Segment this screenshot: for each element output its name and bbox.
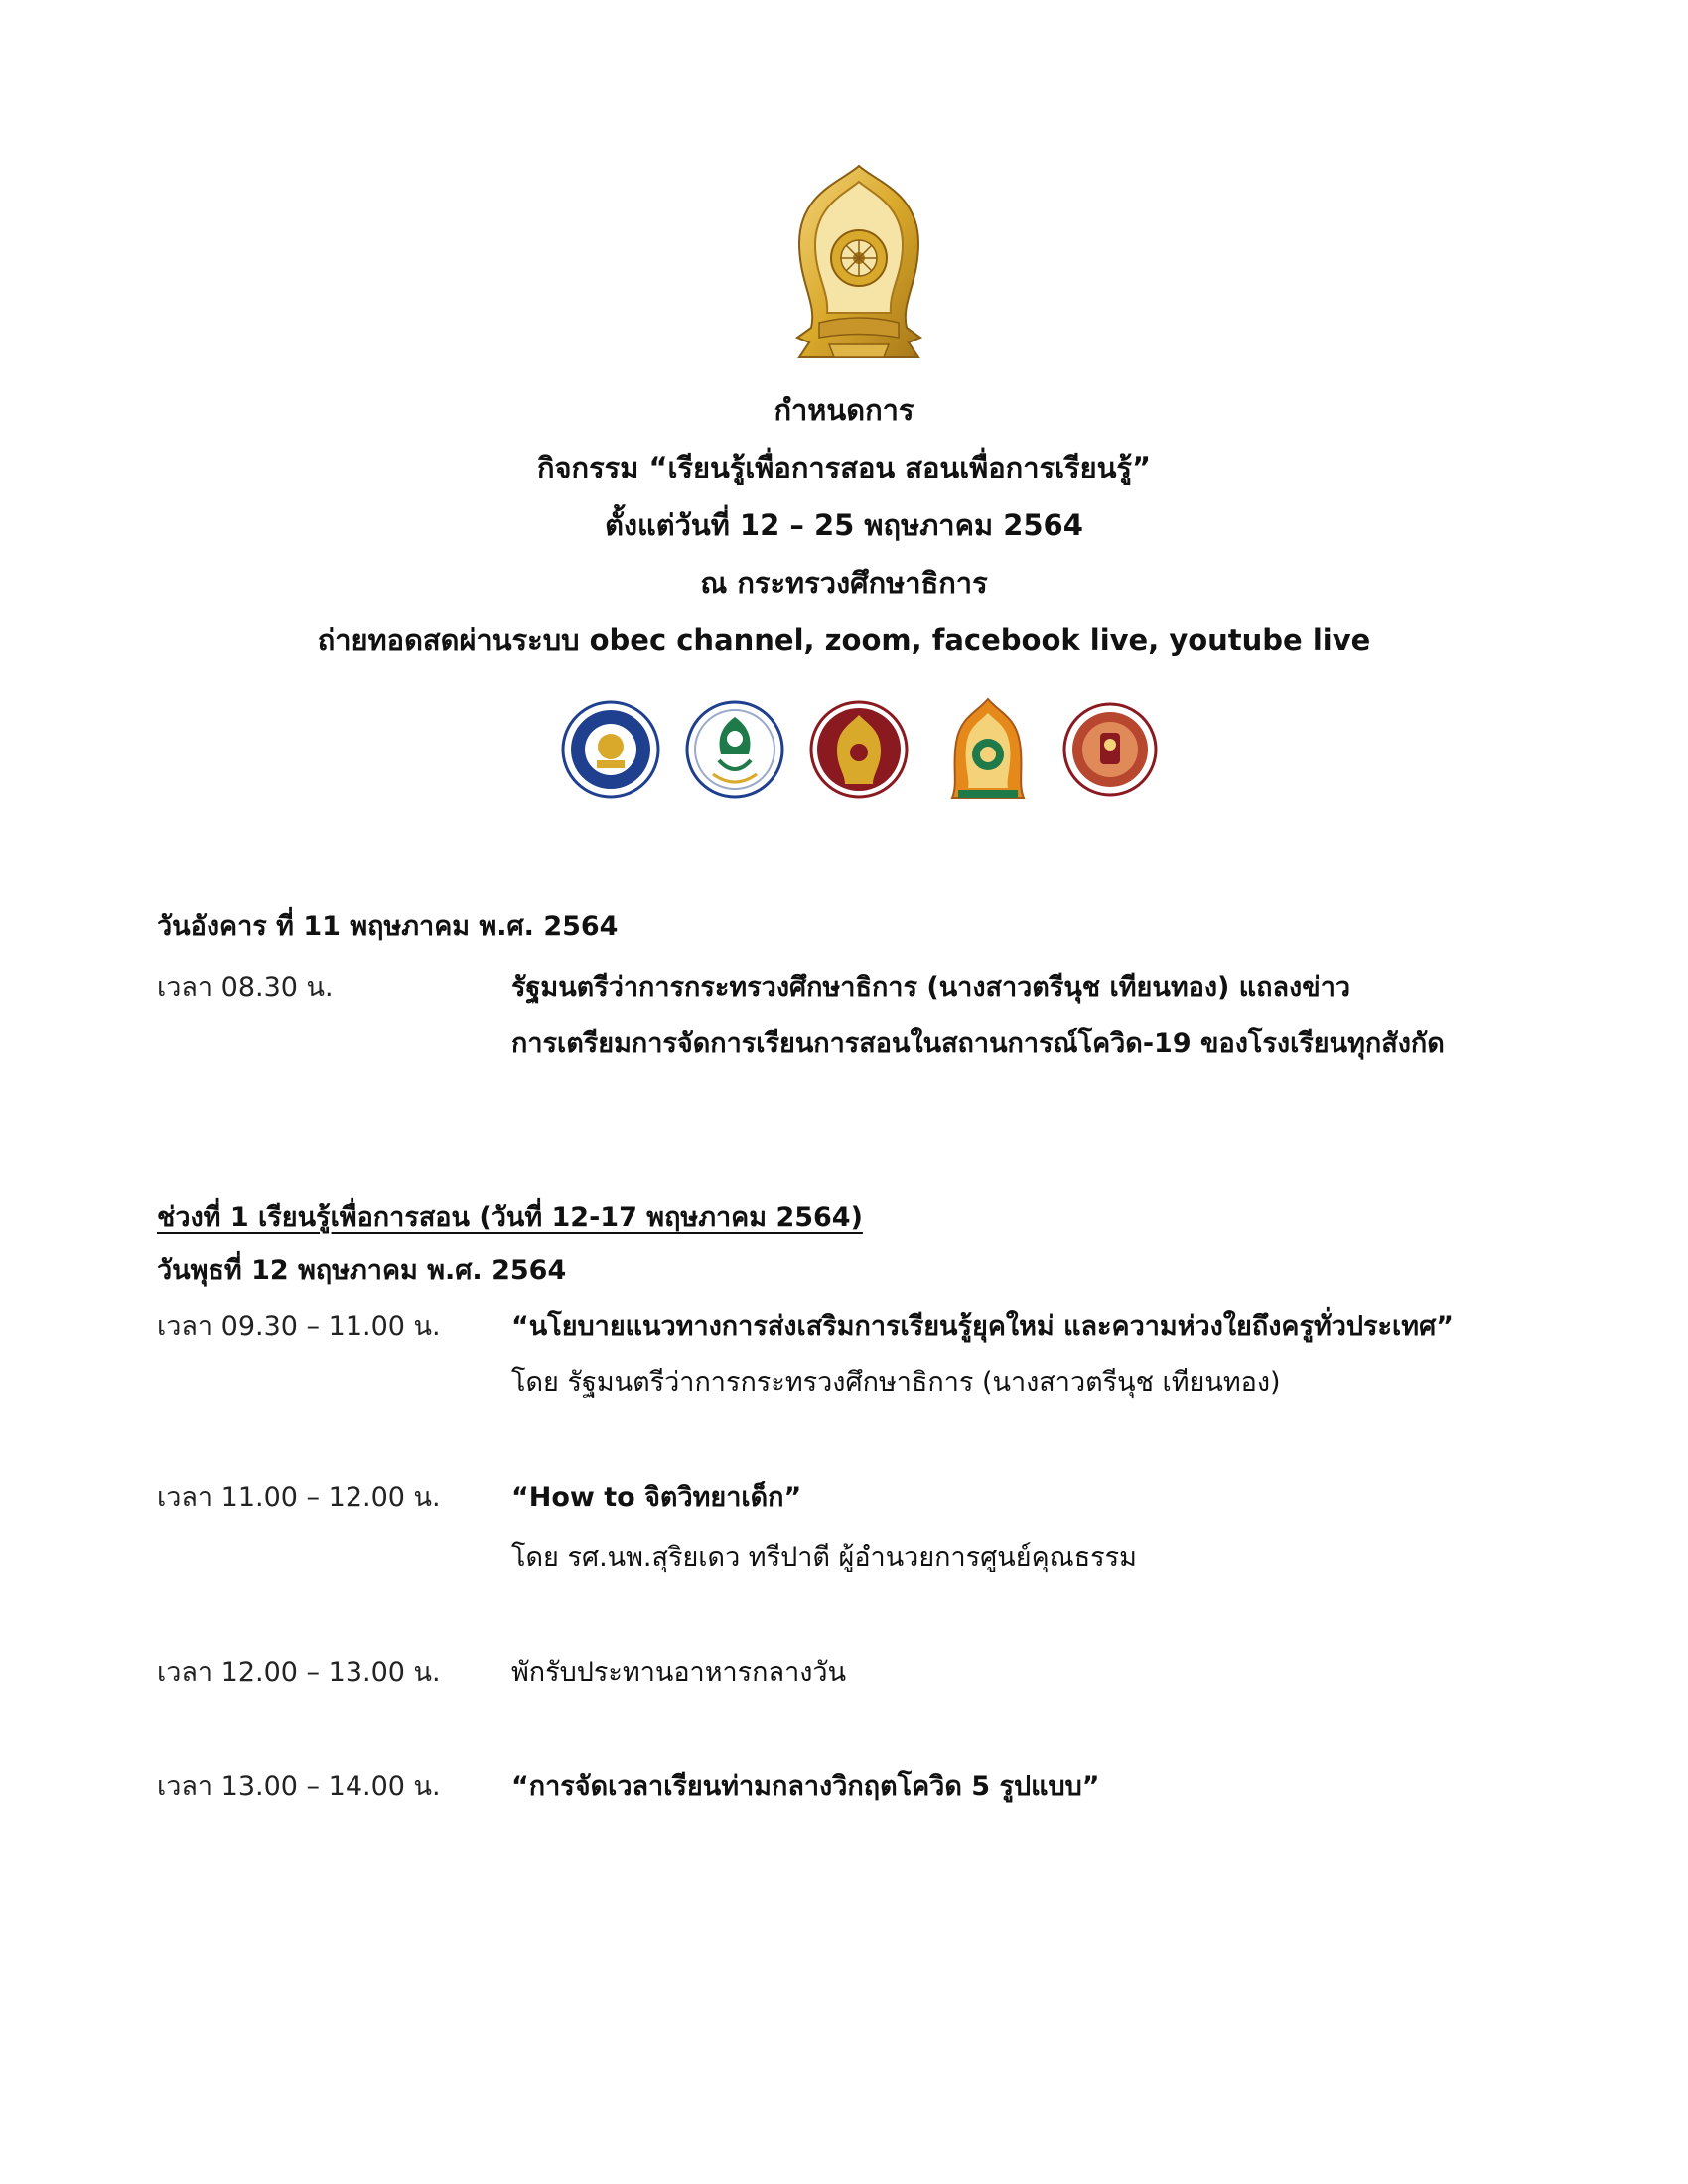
basic-education-logo (809, 695, 909, 804)
schedule-topic: “How to จิตวิทยาเด็ก” (511, 1482, 802, 1513)
schedule-speaker: โดย รัฐมนตรีว่าการกระทรวงศึกษาธิการ (นางสาวตรีนุช เทียนทอง) (511, 1367, 1281, 1398)
press-topic-line2: การเตรียมการจัดการเรียนการสอนในสถานการณ์โควิด-19 ของโรงเรียนทุกสังกัด (511, 1028, 1445, 1059)
section1-title: ช่วงที่ 1 เรียนรู้เพื่อการสอน (วันที่ 12-17 พฤษภาคม 2564) (157, 1202, 863, 1233)
partner-logos (0, 695, 1688, 804)
event-venue: ณ กระทรวงศึกษาธิการ (700, 566, 988, 600)
obec-logo (938, 695, 1038, 804)
activity-name: กิจกรรม “เรียนรู้เพื่อการสอน สอนเพื่อการเรียนรู้” (536, 451, 1152, 484)
event-dates: ตั้งแต่วันที่ 12 – 25 พฤษภาคม 2564 (605, 508, 1083, 542)
schedule-topic: “นโยบายแนวทางการส่งเสริมการเรียนรู้ยุคใหม่ และความห่วงใยถึงครูทั่วประเทศ” (511, 1311, 1454, 1342)
education-council-logo (561, 695, 660, 804)
schedule-time: เวลา 09.30 – 11.00 น. (157, 1311, 441, 1342)
schedule-topic: “การจัดเวลาเรียนท่ามกลางวิกฤตโควิด 5 รูปแบบ” (511, 1771, 1100, 1802)
press-time: เวลา 08.30 น. (157, 972, 334, 1003)
higher-education-logo (1060, 695, 1160, 804)
ministry-seal-logo (789, 164, 928, 367)
press-day-date: วันอังคาร ที่ 11 พฤษภาคม พ.ศ. 2564 (157, 911, 619, 942)
section1-date: วันพุธที่ 12 พฤษภาคม พ.ศ. 2564 (157, 1255, 567, 1286)
broadcast-channels: ถ่ายทอดสดผ่านระบบ obec channel, zoom, facebook live, youtube live (317, 623, 1371, 657)
vocational-education-logo (685, 695, 784, 804)
schedule-speaker: โดย รศ.นพ.สุริยเดว ทรีปาตี ผู้อำนวยการศูนย์คุณธรรม (511, 1542, 1137, 1572)
page-title: กำหนดการ (774, 393, 914, 427)
press-topic-line1: รัฐมนตรีว่าการกระทรวงศึกษาธิการ (นางสาวตรีนุช เทียนทอง) แถลงข่าว (511, 972, 1351, 1003)
schedule-topic: พักรับประทานอาหารกลางวัน (511, 1657, 847, 1688)
schedule-time: เวลา 13.00 – 14.00 น. (157, 1771, 441, 1802)
schedule-time: เวลา 11.00 – 12.00 น. (157, 1482, 441, 1513)
schedule-time: เวลา 12.00 – 13.00 น. (157, 1657, 441, 1688)
